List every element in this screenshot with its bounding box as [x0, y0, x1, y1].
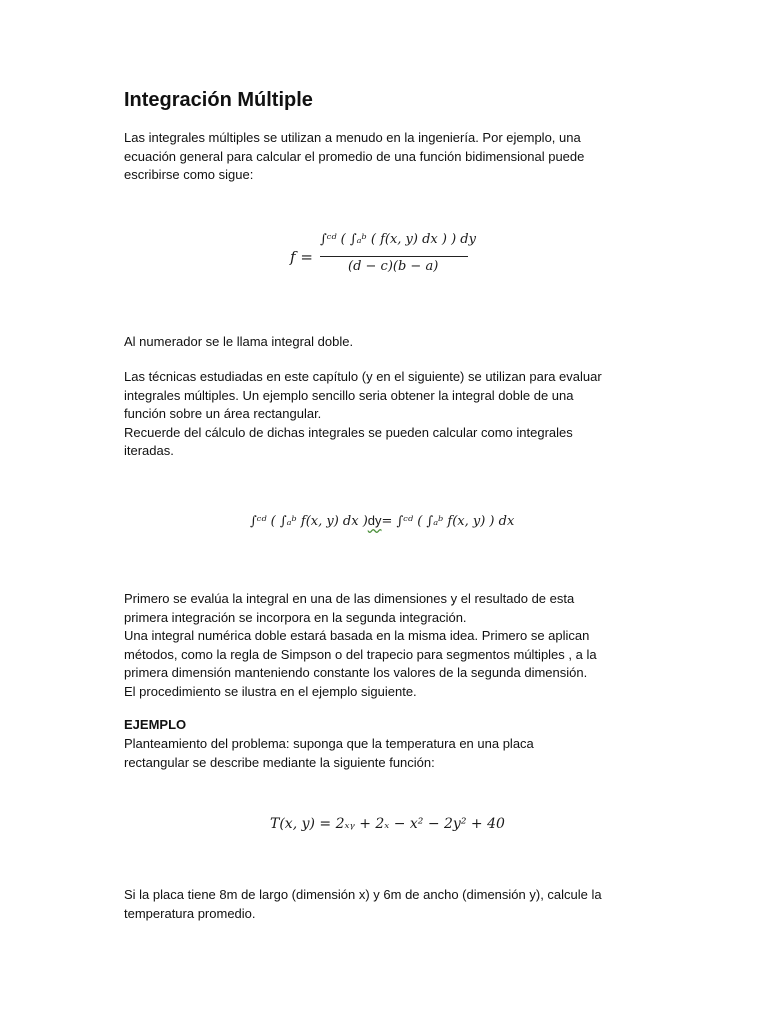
techniques-paragraph: Las técnicas estudiadas en este capítulo (y en el siguiente) se utilizan para evaluar integrales múltiples. Un ejemplo sencillo seria obtener la integral doble de una función sobre un área rectangular. Recuerde del cálculo de dichas integrales se pueden calcular como integrales iteradas. [124, 369, 602, 458]
page-title: Integración Múltiple [124, 89, 313, 111]
intro-paragraph: Las integrales múltiples se utilizan a menudo en la ingeniería. Por ejemplo, una ecuación general para calcular el promedio de una función bidimensional puede escribirse como sigue: [124, 130, 585, 182]
numerator-note: Al numerador se le llama integral doble. [124, 334, 354, 349]
average-formula [290, 232, 480, 280]
iterated-integral-formula [250, 513, 515, 543]
iterated-dy: dy [367, 513, 382, 528]
formula-lhs: f = [290, 248, 313, 266]
example-paragraph: Planteamiento del problema: suponga que la temperatura en una placa rectangular se describe mediante la siguiente función: [124, 736, 534, 770]
iterated-left: ∫ᶜᵈ ( ∫ₐᵇ f(x, y) dx ) [250, 514, 368, 529]
iterated-right: = ∫ᶜᵈ ( ∫ₐᵇ f(x, y) ) dx [381, 514, 515, 529]
temperature-function: T(x, y) = 2ₓᵧ + 2ₓ − x² − 2y² + 40 [270, 816, 505, 832]
formula-denominator: (d − c)(b − a) [348, 259, 439, 274]
fraction-bar [320, 256, 468, 257]
procedure-paragraph: Primero se evalúa la integral en una de las dimensiones y el resultado de esta primera integración se incorpora en la segunda integración. Una integral numérica doble estará basada en la misma idea. Primero se aplican métodos, como la regla de Simpson o del trapecio para segmentos múltiples , a la primera dimensión manteniendo constante los valores de la segunda dimensión. El procedimiento se ilustra en el ejemplo siguiente. [124, 591, 597, 699]
example-heading: EJEMPLO [124, 717, 187, 732]
formula-numerator: ∫ᶜᵈ ( ∫ₐᵇ ( f(x, y) dx ) ) dy [320, 232, 476, 247]
question-paragraph: Si la placa tiene 8m de largo (dimensión x) y 6m de ancho (dimensión y), calcule la temperatura promedio. [124, 887, 602, 921]
